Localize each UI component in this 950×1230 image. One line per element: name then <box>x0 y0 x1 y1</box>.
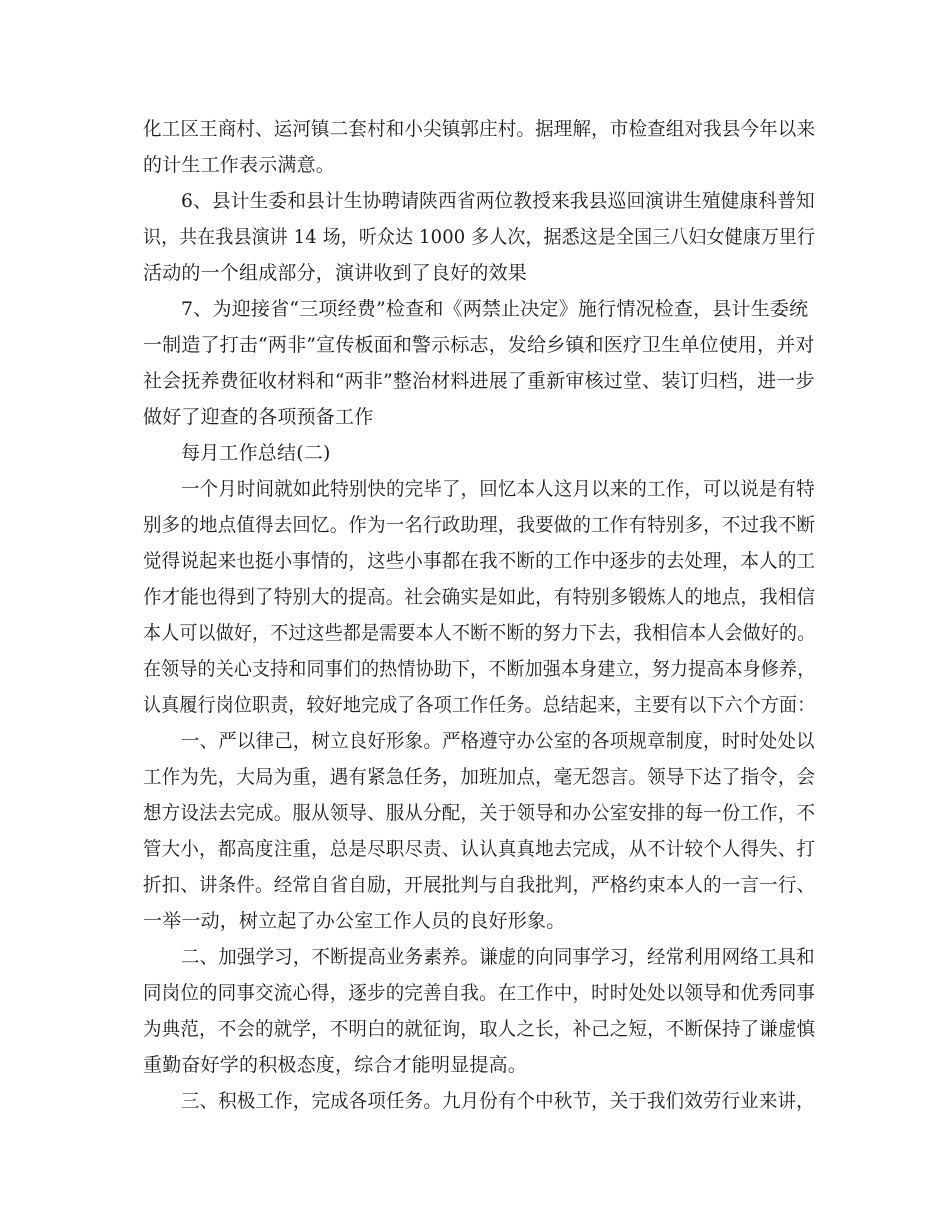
text-line: 社会抚养费征收材料和“两非”整治材料进展了重新审核过堂、装订归档，进一步 <box>143 370 815 392</box>
text-line: 6、县计生委和县计生协聘请陕西省两位教授来我县巡回演讲生殖健康科普知 <box>181 190 815 212</box>
text-line: 别多的地点值得去回忆。作为一名行政助理，我要做的工作有特别多，不过我不断 <box>143 514 816 536</box>
text-line: 为典范，不会的就学，不明白的就征询，取人之长，补己之短，不断保持了谦虚慎 <box>143 1018 816 1040</box>
text-line: 一举一动，树立起了办公室工作人员的良好形象。 <box>143 910 566 932</box>
text-line: 二、加强学习，不断提高业务素养。谦虚的向同事学习，经常利用网络工具和 <box>181 946 815 968</box>
text-line: 折扣、讲条件。经常自省自励，开展批判与自我批判，严格约束本人的一言一行、 <box>143 874 816 896</box>
text-line: 觉得说起来也挺小事情的，这些小事都在我不断的工作中逐步的去处理，本人的工 <box>143 550 816 572</box>
text-line: 7、为迎接省“三项经费”检查和《两禁止决定》施行情况检查，县计生委统 <box>181 298 809 320</box>
text-line: 重勤奋好学的积极态度，综合才能明显提高。 <box>143 1054 528 1076</box>
text-line: 三、积极工作，完成各项任务。九月份有个中秋节，关于我们效劳行业来讲， <box>181 1090 815 1112</box>
text-line: 工作为先，大局为重，遇有紧急任务，加班加点，毫无怨言。领导下达了指令，会 <box>143 766 816 788</box>
text-line: 管大小，都高度注重，总是尽职尽责、认认真真地去完成，从不计较个人得失、打 <box>143 838 816 860</box>
text-line: 一制造了打击“两非”宣传板面和警示标志，发给乡镇和医疗卫生单位使用，并对 <box>143 334 815 356</box>
text-line: 在领导的关心支持和同事们的热情协助下，不断加强本身建立，努力提高本身修养， <box>143 658 816 680</box>
text-line: 的计生工作表示满意。 <box>143 154 336 176</box>
text-line: 识，共在我县演讲 14 场，听众达 1000 多人次，据悉这是全国三八妇女健康万里行 <box>143 226 816 248</box>
section-heading: 每月工作总结(二) <box>181 442 331 464</box>
text-line: 一、严以律己，树立良好形象。严格遵守办公室的各项规章制度，时时处处以 <box>181 730 815 752</box>
text-line: 作才能也得到了特别大的提高。社会确实是如此，有特别多锻炼人的地点，我相信 <box>143 586 816 608</box>
text-line: 做好了迎查的各项预备工作 <box>143 406 374 428</box>
text-line: 本人可以做好，不过这些都是需要本人不断不断的努力下去，我相信本人会做好的。 <box>143 622 816 644</box>
text-line: 化工区王商村、运河镇二套村和小尖镇郭庄村。据理解，市检查组对我县今年以来 <box>143 118 816 140</box>
text-line: 活动的一个组成部分，演讲收到了良好的效果 <box>143 262 528 284</box>
text-line: 同岗位的同事交流心得，逐步的完善自我。在工作中，时时处处以领导和优秀同事 <box>143 982 816 1004</box>
text-line: 一个月时间就如此特别快的完毕了，回忆本人这月以来的工作，可以说是有特 <box>181 478 815 500</box>
text-line: 想方设法去完成。服从领导、服从分配，关于领导和办公室安排的每一份工作，不 <box>143 802 816 824</box>
text-line: 认真履行岗位职责，较好地完成了各项工作任务。总结起来，主要有以下六个方面： <box>143 694 816 716</box>
